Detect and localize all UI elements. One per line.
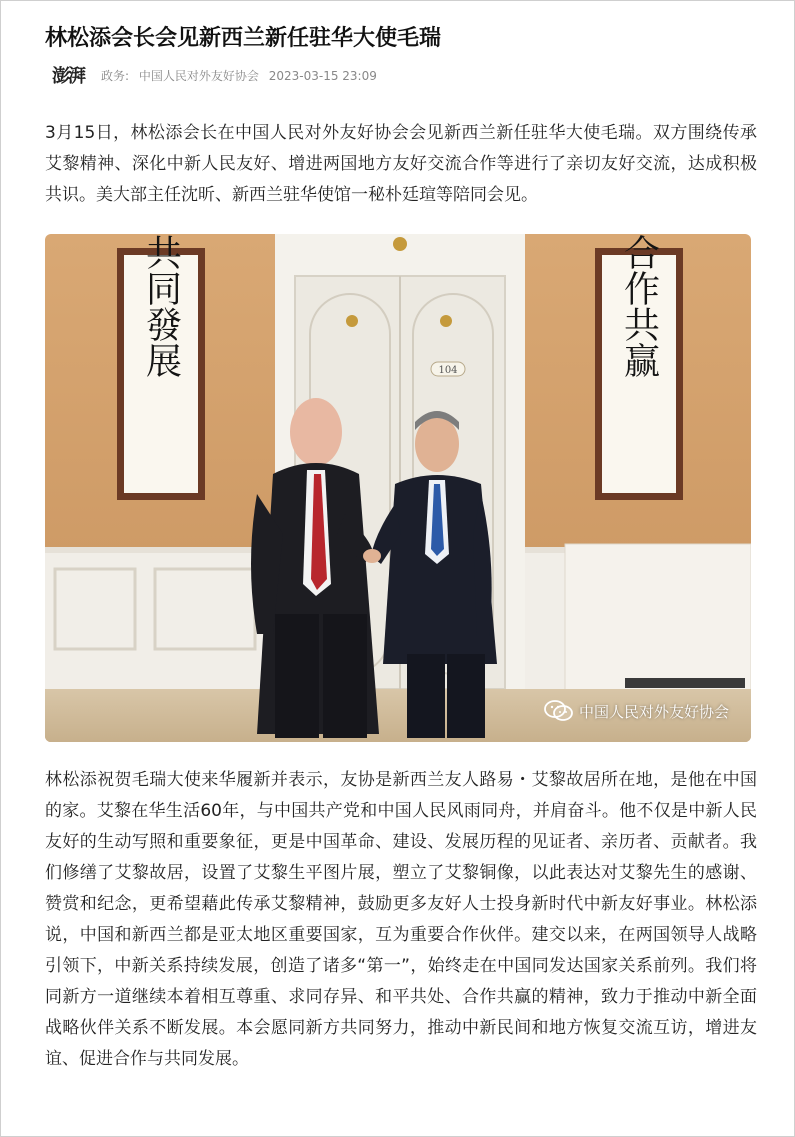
channel-label: 政务:	[101, 68, 130, 83]
photo-watermark	[544, 700, 729, 722]
door-number: 104	[438, 365, 458, 376]
meta-info	[101, 67, 377, 84]
left-scroll-text: 共同發展	[140, 234, 182, 378]
publish-datetime: 2023-03-15 23:09	[268, 68, 377, 83]
article-meta	[45, 62, 377, 88]
article-paragraph-2: 林松添祝贺毛瑞大使来华履新并表示，友协是新西兰友人路易・艾黎故居所在地，是他在中国的家。艾黎在华生活60年，与中国共产党和中国人民风雨同舟，并肩奋斗。他不仅是中新人民友好的生动写照和重要象征，更是中国革命、建设、发展历程的见证者、亲历者、贡献者。我们修缮了艾黎故居，设置了艾黎生平图片展，塑立了艾黎铜像，以此表达对艾黎先生的感谢、赞赏和纪念，更希望藉此传承艾黎精神，鼓励更多友好人士投身新时代中新友好事业。林松添说，中国和新西兰都是亚太地区重要国家，互为重要合作伙伴。建交以来，在两国领导人战略引领下，中新关系持续发展，创造了诸多“第一”，始终走在中国同发达国家关系前列。我们将同新方一道继续本着相互尊重、求同存异、和平共处、合作共赢的精神，致力于推动中新全面战略伙伴关系不断发展。本会愿同新方共同努力，推动中新民间和地方恢复交流互访，增进友谊、促进合作与共同发展。	[45, 770, 757, 1069]
article-photo[interactable]	[45, 234, 751, 742]
watermark-text: 中国人民对外友好协会	[578, 702, 729, 721]
wechat-icon	[544, 700, 574, 722]
right-scroll-text: 合作共赢	[618, 234, 660, 378]
article-paragraph-1: 3月15日，林松添会长在中国人民对外友好协会会见新西兰新任驻华大使毛瑞。双方围绕传承艾黎精神、深化中新人民友好、增进两国地方友好交流合作等进行了亲切友好交流，达成积极共识。美大部主任沈昕、新西兰驻华使馆一秘朴廷瑄等陪同会见。	[45, 123, 757, 205]
article-title: 林松添会长会见新西兰新任驻华大使毛瑞	[45, 26, 442, 51]
author-name[interactable]: 中国人民对外友好协会	[138, 68, 259, 83]
source-logo[interactable]: 澎湃	[52, 66, 84, 87]
